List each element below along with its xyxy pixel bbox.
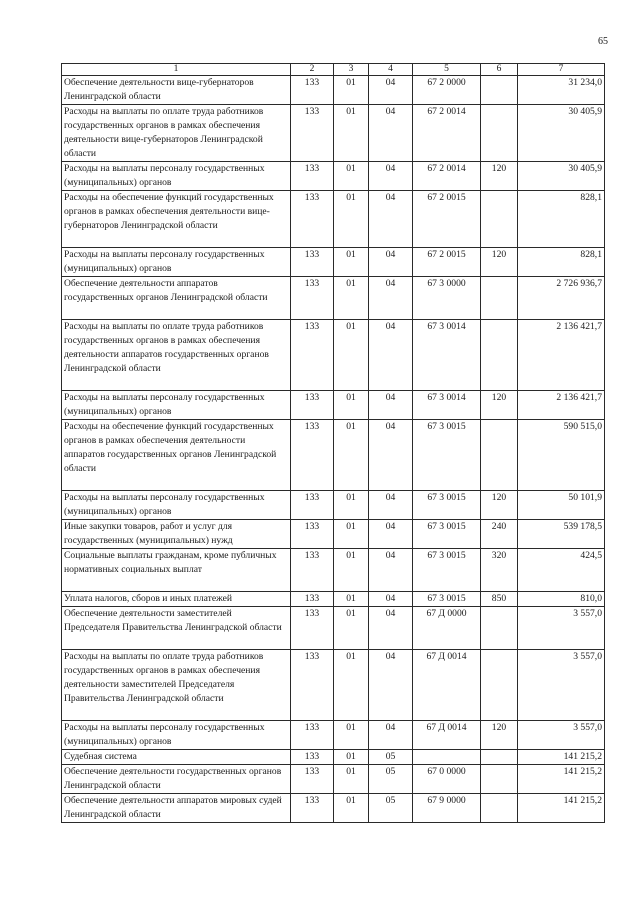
item-name: Обеспечение деятельности государственных органов Ленинградской области [62,765,291,794]
code-target: 67 Д 0014 [413,721,481,750]
code-section: 01 [334,765,369,794]
code-section: 01 [334,248,369,277]
item-name: Расходы на выплаты персоналу государственных (муниципальных) органов [62,491,291,520]
code-section: 01 [334,420,369,491]
code-subsection: 04 [369,105,413,162]
code-subsection: 04 [369,162,413,191]
amount: 2 136 421,7 [518,320,605,391]
code-subsection: 04 [369,320,413,391]
amount: 828,1 [518,248,605,277]
table-row [62,750,605,765]
code-admin: 133 [291,794,334,823]
code-target: 67 3 0015 [413,491,481,520]
code-target: 67 2 0015 [413,191,481,248]
amount: 30 405,9 [518,162,605,191]
item-name: Расходы на выплаты по оплате труда работников государственных органов в рамках обеспечения деятельности заместителей Председателя Правительства Ленинградской области [62,650,291,721]
table-row [62,420,605,491]
code-expense-type [481,420,518,491]
item-name: Обеспечение деятельности аппаратов мировых судей Ленинградской области [62,794,291,823]
code-subsection: 04 [369,592,413,607]
amount: 30 405,9 [518,105,605,162]
amount: 590 515,0 [518,420,605,491]
table-row [62,794,605,823]
code-subsection: 04 [369,491,413,520]
table-row [62,721,605,750]
code-expense-type [481,105,518,162]
code-subsection: 04 [369,191,413,248]
code-expense-type: 120 [481,491,518,520]
code-admin: 133 [291,162,334,191]
code-admin: 133 [291,277,334,320]
code-section: 01 [334,76,369,105]
code-admin: 133 [291,592,334,607]
code-section: 01 [334,491,369,520]
amount: 3 557,0 [518,650,605,721]
amount: 2 136 421,7 [518,391,605,420]
item-name: Расходы на выплаты по оплате труда работников государственных органов в рамках обеспечения деятельности аппаратов государственных органов Ленинградской области [62,320,291,391]
code-subsection: 05 [369,750,413,765]
code-section: 01 [334,721,369,750]
code-section: 01 [334,162,369,191]
table-row [62,320,605,391]
code-target: 67 Д 0014 [413,650,481,721]
code-subsection: 04 [369,607,413,650]
code-subsection: 04 [369,721,413,750]
column-header: 6 [481,64,518,76]
item-name: Расходы на выплаты персоналу государственных (муниципальных) органов [62,162,291,191]
code-subsection: 04 [369,549,413,592]
table-row [62,607,605,650]
code-target: 67 3 0000 [413,277,481,320]
code-subsection: 04 [369,650,413,721]
column-header: 4 [369,64,413,76]
code-target: 67 0 0000 [413,765,481,794]
code-expense-type: 120 [481,248,518,277]
code-expense-type: 120 [481,721,518,750]
column-header: 3 [334,64,369,76]
code-section: 01 [334,549,369,592]
amount: 141 215,2 [518,794,605,823]
code-expense-type [481,607,518,650]
item-name: Расходы на выплаты по оплате труда работников государственных органов в рамках обеспечения деятельности вице-губернаторов Ленинградской области [62,105,291,162]
budget-table [61,63,605,823]
code-expense-type: 120 [481,162,518,191]
code-section: 01 [334,391,369,420]
code-subsection: 05 [369,794,413,823]
code-expense-type [481,765,518,794]
code-section: 01 [334,320,369,391]
code-admin: 133 [291,520,334,549]
code-admin: 133 [291,607,334,650]
code-target: 67 3 0014 [413,320,481,391]
item-name: Социальные выплаты гражданам, кроме публичных нормативных социальных выплат [62,549,291,592]
column-header: 7 [518,64,605,76]
code-target: 67 3 0015 [413,592,481,607]
item-name: Обеспечение деятельности заместителей Председателя Правительства Ленинградской области [62,607,291,650]
table-row [62,191,605,248]
code-admin: 133 [291,191,334,248]
code-subsection: 04 [369,520,413,549]
code-section: 01 [334,105,369,162]
code-target: 67 2 0015 [413,248,481,277]
code-admin: 133 [291,650,334,721]
code-admin: 133 [291,721,334,750]
item-name: Расходы на обеспечение функций государственных органов в рамках обеспечения деятельности вице-губернаторов Ленинградской области [62,191,291,248]
code-section: 01 [334,750,369,765]
code-subsection: 04 [369,391,413,420]
item-name: Расходы на выплаты персоналу государственных (муниципальных) органов [62,391,291,420]
code-admin: 133 [291,420,334,491]
code-expense-type: 240 [481,520,518,549]
code-subsection: 04 [369,420,413,491]
code-target: 67 3 0015 [413,520,481,549]
code-section: 01 [334,191,369,248]
code-section: 01 [334,794,369,823]
table-row [62,765,605,794]
code-admin: 133 [291,750,334,765]
code-subsection: 05 [369,765,413,794]
code-expense-type [481,191,518,248]
column-header: 5 [413,64,481,76]
table-row [62,491,605,520]
table-row [62,76,605,105]
code-expense-type [481,750,518,765]
item-name: Расходы на выплаты персоналу государственных (муниципальных) органов [62,248,291,277]
amount: 141 215,2 [518,765,605,794]
code-admin: 133 [291,765,334,794]
amount: 539 178,5 [518,520,605,549]
item-name: Обеспечение деятельности аппаратов государственных органов Ленинградской области [62,277,291,320]
amount: 810,0 [518,592,605,607]
table-header-row [62,64,605,76]
code-expense-type: 120 [481,391,518,420]
amount: 50 101,9 [518,491,605,520]
code-target: 67 3 0015 [413,420,481,491]
table-row [62,277,605,320]
column-header: 2 [291,64,334,76]
table-row [62,650,605,721]
code-expense-type [481,320,518,391]
table-row [62,162,605,191]
code-expense-type: 320 [481,549,518,592]
item-name: Расходы на выплаты персоналу государственных (муниципальных) органов [62,721,291,750]
amount: 3 557,0 [518,721,605,750]
code-expense-type [481,650,518,721]
amount: 31 234,0 [518,76,605,105]
code-target [413,750,481,765]
code-target: 67 2 0014 [413,105,481,162]
code-admin: 133 [291,248,334,277]
column-header: 1 [62,64,291,76]
item-name: Обеспечение деятельности вице-губернаторов Ленинградской области [62,76,291,105]
code-expense-type [481,277,518,320]
code-expense-type [481,76,518,105]
code-section: 01 [334,607,369,650]
table-row [62,391,605,420]
table-row [62,520,605,549]
amount: 3 557,0 [518,607,605,650]
code-section: 01 [334,520,369,549]
code-subsection: 04 [369,76,413,105]
code-target: 67 3 0015 [413,549,481,592]
code-admin: 133 [291,320,334,391]
amount: 424,5 [518,549,605,592]
amount: 141 215,2 [518,750,605,765]
code-section: 01 [334,592,369,607]
code-admin: 133 [291,549,334,592]
code-admin: 133 [291,491,334,520]
item-name: Судебная система [62,750,291,765]
item-name: Иные закупки товаров, работ и услуг для государственных (муниципальных) нужд [62,520,291,549]
code-section: 01 [334,277,369,320]
code-section: 01 [334,650,369,721]
page-number: 65 [598,36,608,47]
item-name: Уплата налогов, сборов и иных платежей [62,592,291,607]
code-target: 67 9 0000 [413,794,481,823]
code-admin: 133 [291,105,334,162]
code-expense-type: 850 [481,592,518,607]
code-admin: 133 [291,76,334,105]
amount: 828,1 [518,191,605,248]
table-row [62,105,605,162]
code-target: 67 2 0014 [413,162,481,191]
amount: 2 726 936,7 [518,277,605,320]
code-target: 67 2 0000 [413,76,481,105]
code-subsection: 04 [369,248,413,277]
code-target: 67 Д 0000 [413,607,481,650]
code-admin: 133 [291,391,334,420]
table-row [62,592,605,607]
item-name: Расходы на обеспечение функций государственных органов в рамках обеспечения деятельности аппаратов государственных органов Ленинградской области [62,420,291,491]
table-row [62,549,605,592]
code-expense-type [481,794,518,823]
code-target: 67 3 0014 [413,391,481,420]
table-row [62,248,605,277]
code-subsection: 04 [369,277,413,320]
